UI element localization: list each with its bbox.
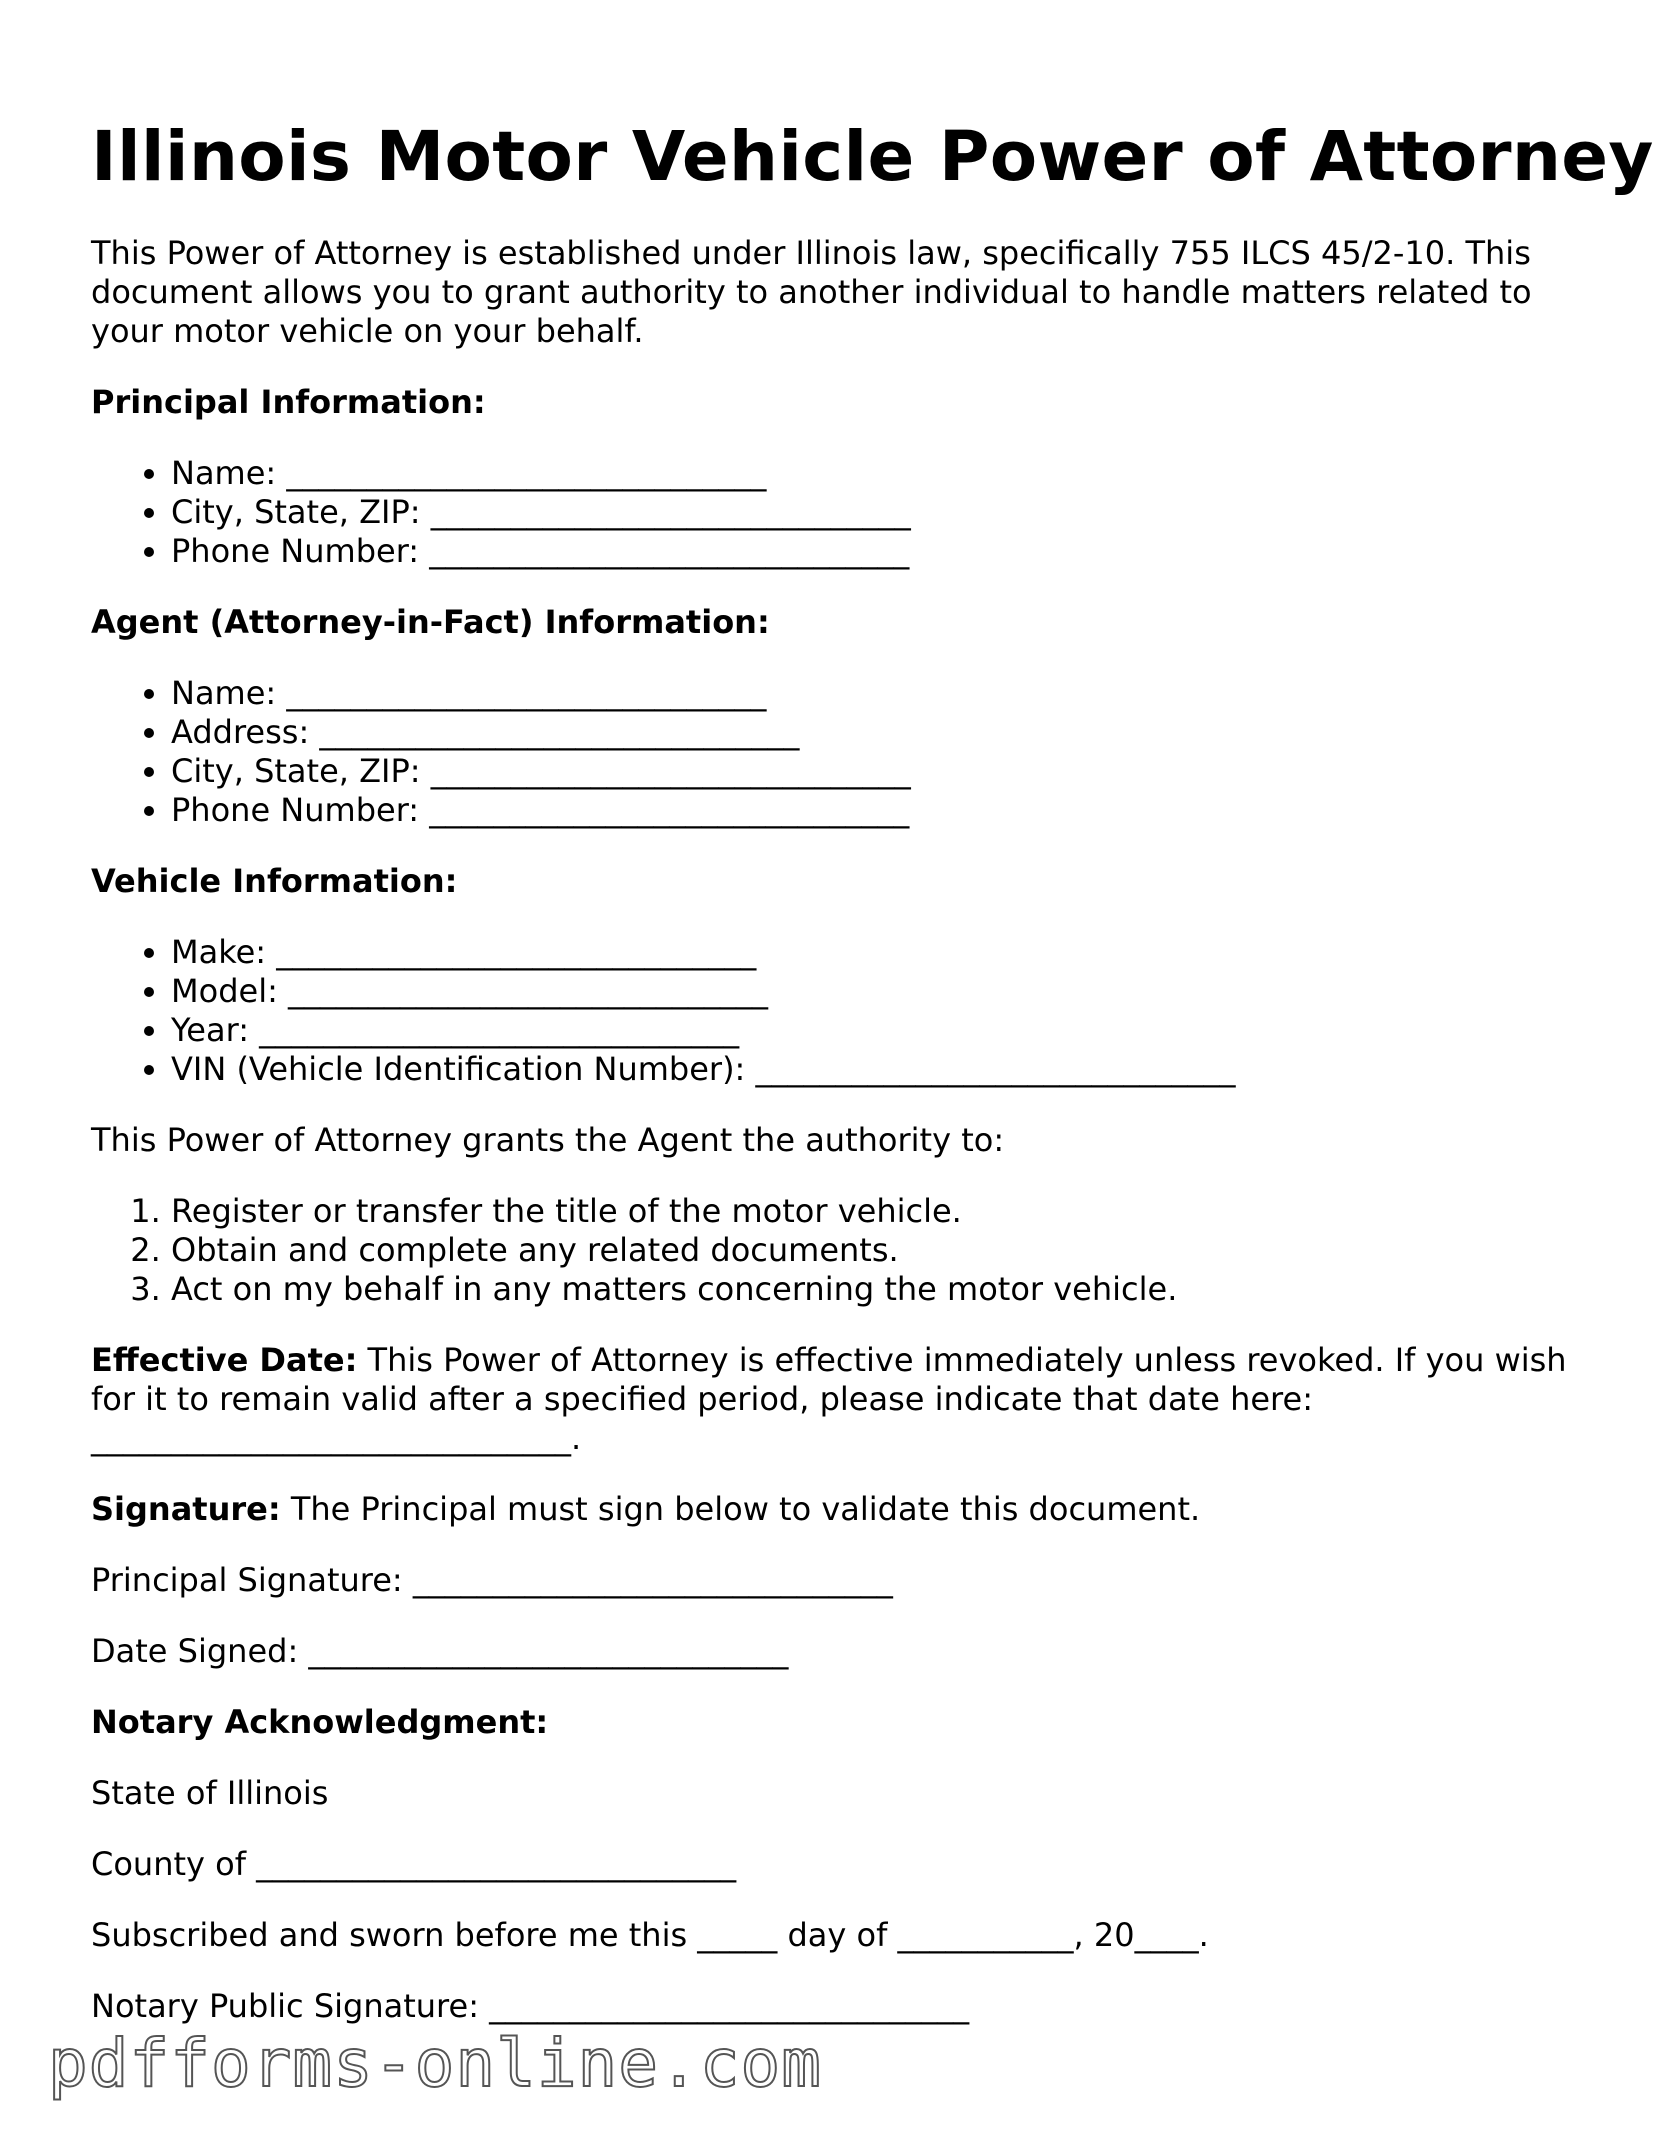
signature-label: Signature: <box>91 1490 281 1528</box>
vehicle-vin-field[interactable]: • VIN (Vehicle Identification Number): ______________________________ <box>171 1050 1581 1089</box>
date-signed-field[interactable]: Date Signed: ______________________________ <box>91 1632 789 1670</box>
effective-date-label: Effective Date: <box>91 1341 358 1379</box>
vehicle-fields <box>91 933 1581 1089</box>
agent-phone-field[interactable]: • Phone Number: ______________________________ <box>171 791 1581 830</box>
notary-sworn-line[interactable]: Subscribed and sworn before me this _____ day of ___________, 20____. <box>91 1916 1209 1954</box>
agent-name-field[interactable]: • Name: ______________________________ <box>171 674 1581 713</box>
grant-item: 1. Register or transfer the title of the motor vehicle. <box>171 1192 1581 1231</box>
vehicle-heading: Vehicle Information: <box>91 862 458 900</box>
signature-text: The Principal must sign below to validate this document. <box>280 1490 1201 1528</box>
principal-phone-field[interactable]: • Phone Number: ______________________________ <box>171 532 1581 571</box>
document-body <box>91 234 1581 2058</box>
principal-signature-field[interactable]: Principal Signature: ______________________________ <box>91 1561 893 1599</box>
document-title: Illinois Motor Vehicle Power of Attorney <box>91 117 1654 197</box>
signature-paragraph <box>91 1490 1581 1529</box>
principal-city-state-zip-field[interactable]: • City, State, ZIP: ______________________________ <box>171 493 1581 532</box>
agent-city-state-zip-field[interactable]: • City, State, ZIP: ______________________________ <box>171 752 1581 791</box>
vehicle-model-field[interactable]: • Model: ______________________________ <box>171 972 1581 1011</box>
site-watermark: pdfforms-online.com <box>48 2025 822 2102</box>
notary-county-field[interactable]: County of ______________________________ <box>91 1845 737 1883</box>
principal-heading: Principal Information: <box>91 383 486 421</box>
agent-fields <box>91 674 1581 830</box>
grants-list <box>91 1192 1581 1309</box>
notary-heading: Notary Acknowledgment: <box>91 1703 549 1741</box>
vehicle-year-field[interactable]: • Year: ______________________________ <box>171 1011 1581 1050</box>
vehicle-make-field[interactable]: • Make: ______________________________ <box>171 933 1581 972</box>
notary-signature-field[interactable]: Notary Public Signature: ______________________________ <box>91 1987 970 2025</box>
agent-address-field[interactable]: • Address: ______________________________ <box>171 713 1581 752</box>
principal-name-field[interactable]: • Name: ______________________________ <box>171 454 1581 493</box>
grants-intro: This Power of Attorney grants the Agent the authority to: <box>91 1121 1005 1159</box>
notary-state: State of Illinois <box>91 1774 329 1812</box>
grant-item: 3. Act on my behalf in any matters concerning the motor vehicle. <box>171 1270 1581 1309</box>
grant-item: 2. Obtain and complete any related documents. <box>171 1231 1581 1270</box>
intro-paragraph: This Power of Attorney is established under Illinois law, specifically 755 ILCS 45/2-10. This document allows you to grant authority to another individual to handle matters related to your motor vehicle on your behalf. <box>91 234 1532 350</box>
effective-date-paragraph[interactable] <box>91 1341 1581 1458</box>
principal-fields <box>91 454 1581 571</box>
agent-heading: Agent (Attorney-in-Fact) Information: <box>91 603 770 641</box>
effective-date-text: This Power of Attorney is effective immediately unless revoked. If you wish for it to remain valid after a specified period, please indicate that date here: ______________________________. <box>91 1341 1567 1457</box>
